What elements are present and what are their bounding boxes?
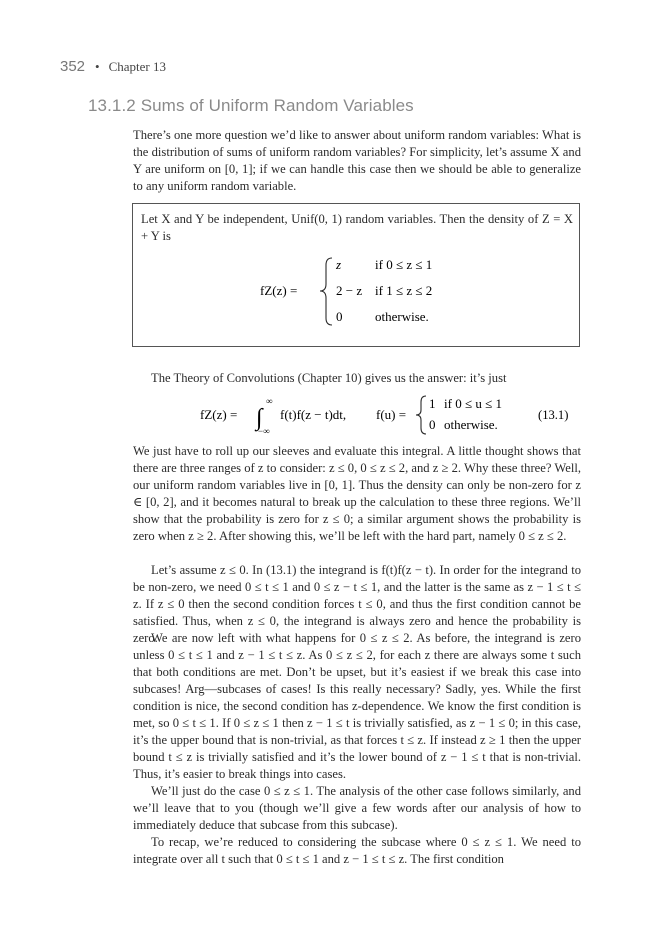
case-value-2: 2 − z — [336, 283, 363, 298]
f-case-condition-2: otherwise. — [444, 417, 498, 432]
chapter-label: Chapter 13 — [108, 59, 166, 74]
f-case-value-2: 0 — [429, 417, 436, 432]
case-condition-2: if 1 ≤ z ≤ 2 — [375, 283, 433, 298]
body-paragraph-1: We just have to roll up our sleeves and evaluate this integral. A little thought shows that there are three ranges of z to consider: z ≤ 0, 0 ≤ z ≤ 2, and z ≥ 2. Why these three? Well, our uniform random variables live in [0, 1]. Thus the density can only be non-zero for z ∈ [0, 2], and it becomes natural to break up the calculation to these three regions. We’ll show that the probability is zero for z ≤ 0; a similar argument shows the probability is zero when z ≥ 2. After showing this, we’ll be left with the hard part, namely 0 ≤ z ≤ 2. — [133, 444, 581, 543]
intro-paragraph: There’s one more question we’d like to answer about uniform random variables: What is the distribution of sums of uniform random variables? For simplicity, let’s assume X and Y are uniform on [0, 1]; if we can handle this case then we should be able to generalize to any uniform random variable. — [133, 128, 581, 193]
left-brace — [320, 258, 332, 325]
body-paragraph-3: We are now left with what happens for 0 ≤ z ≤ 2. As before, the integrand is zero unless 0 ≤ t ≤ 1 and z − 1 ≤ t ≤ z. As 0 ≤ z ≤ 2, for each z there are always some t such that both conditions are met. Don’t be upset, but it’s easiest if we break this case into subcases! Arg—subcases of cases! Is this really necessary? Sadly, yes. While the first condition is nice, the second condition has z-dependence. We know the first condition is met, so 0 ≤ t ≤ 1. If 0 ≤ z ≤ 1 then z − 1 ≤ t is trivially satisfied, as z − 1 ≤ 0; in this case, it’s the upper bound that is non-trivial, as that forces t ≤ z. If instead z ≥ 1 then the upper bound t ≤ z is trivially satisfied and it’s the lower bound of z − 1 ≤ t that is non-trivial. Thus, it’s easier to break things into cases. — [133, 631, 581, 781]
eq-lhs: fZ(z) = — [200, 407, 238, 422]
case-value-1: z — [336, 257, 342, 272]
equation-number: (13.1) — [538, 408, 569, 422]
integrand: f(t)f(z − t)dt, — [280, 407, 347, 422]
case-value-3: 0 — [336, 309, 343, 324]
f-definition-lhs: f(u) = — [376, 407, 407, 422]
theorem-statement: Let X and Y be independent, Unif(0, 1) random variables. Then the density of Z = X + Y is — [141, 212, 573, 243]
f-case-condition-1: if 0 ≤ u ≤ 1 — [444, 396, 502, 411]
integral-sign: ∫ — [256, 405, 263, 431]
body-paragraph-5: To recap, we’re reduced to considering the subcase where 0 ≤ z ≤ 1. We need to integrate over all t such that 0 ≤ t ≤ 1 and z − 1 ≤ t ≤ z. The first condition — [133, 835, 581, 866]
integral-lower-limit: −∞ — [258, 426, 270, 436]
f-case-value-1: 1 — [429, 396, 436, 411]
theorem-lhs: fZ(z) = — [260, 283, 298, 298]
running-header — [60, 58, 166, 75]
equation-13-1 — [200, 392, 585, 438]
body-paragraph-2: Let’s assume z ≤ 0. In (13.1) the integrand is f(t)f(z − t). In order for the integrand to be non-zero, we need 0 ≤ t ≤ 1 and 0 ≤ z − t ≤ 1, and the latter is the same as z − 1 ≤ t ≤ z. If z ≤ 0 then the second condition forces t ≤ 0, and thus the first condition cannot be satisfied. Thus, when z ≤ 0, the integrand is always zero and hence the probability is zero. — [133, 563, 581, 645]
header-separator: • — [95, 59, 100, 74]
integral-upper-limit: ∞ — [266, 396, 273, 406]
convolution-intro: The Theory of Convolutions (Chapter 10) gives us the answer: it’s just — [151, 371, 507, 385]
case-condition-3: otherwise. — [375, 309, 429, 324]
page-number: 352 — [60, 58, 86, 75]
body-paragraph-4: We’ll just do the case 0 ≤ z ≤ 1. The analysis of the other case follows similarly, and we’ll leave that to you (though we’ll give a few words after our analysis of how to immediately deduce that subcase from this subcase). — [133, 784, 581, 832]
section-title: 13.1.2 Sums of Uniform Random Variables — [88, 96, 414, 115]
f-brace — [416, 396, 426, 434]
case-condition-1: if 0 ≤ z ≤ 1 — [375, 257, 433, 272]
theorem-density-formula — [260, 252, 500, 332]
